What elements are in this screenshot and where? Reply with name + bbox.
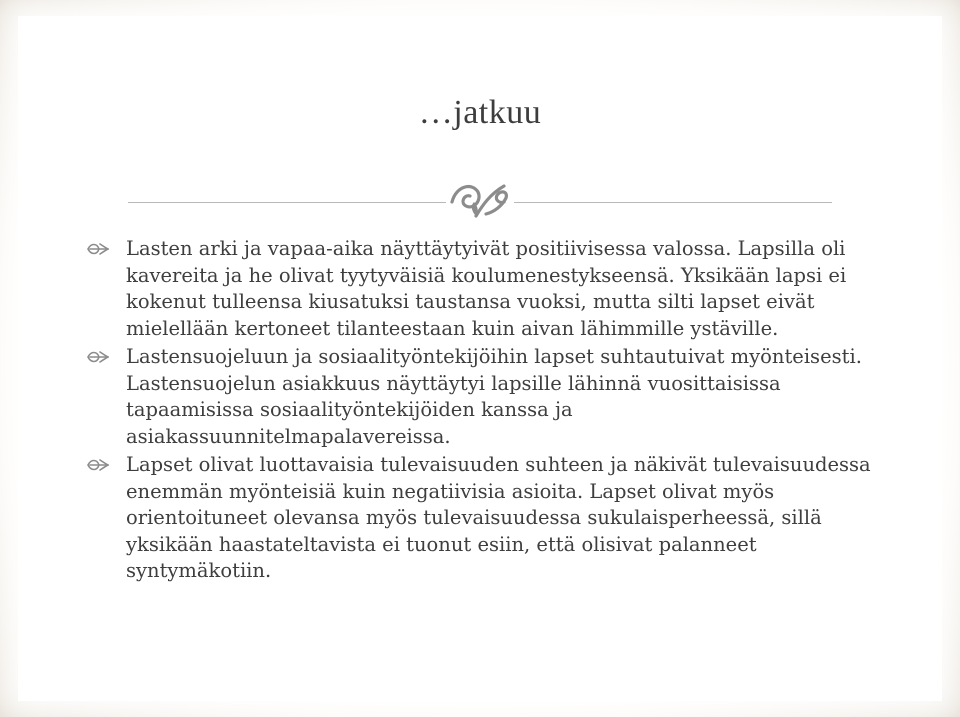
leaf-ornament-icon [86,456,110,474]
bullet-item [86,452,886,585]
bullet-text: Lasten arki ja vapaa-aika näyttäytyivät positiivisessa valossa. Lapsilla oli kavereita ja he olivat tyytyväisiä koulumenestykseensä. Yksikään lapsi ei kokenut tulleensa kiusatuksi taustansa vuoksi, mutta silti lapset eivät mielellään kertoneet tilanteestaan kuin aivan lähimmille ystäville. [126,237,847,340]
leaf-ornament-icon [86,348,110,366]
flourish-ornament-icon [446,176,514,222]
bullet-text: Lastensuojeluun ja sosiaalityöntekijöihin lapset suhtautuivat myönteisesti. Lastensuojelun asiakkuus näyttäytyi lapsille lähinnä vuosittaisissa tapaamisissa sosiaalityöntekijöiden kanssa ja asiakassuunnitelmapalavereissa. [126,345,862,448]
bullet-list [86,236,886,587]
divider-line-left [128,202,446,203]
bullet-item [86,236,886,342]
leaf-ornament-icon [86,240,110,258]
bullet-text: Lapset olivat luottavaisia tulevaisuuden suhteen ja näkivät tulevaisuudessa enemmän myönteisiä kuin negatiivisia asioita. Lapset olivat myös orientoituneet olevansa myös tulevaisuudessa sukulaisperheessä, sillä yksikään haastateltavista ei tuonut esiin, että olisivat palanneet syntymäkotiin. [126,453,871,582]
bullet-item [86,344,886,450]
divider-line-right [514,202,832,203]
slide-title: …jatkuu [418,94,542,131]
